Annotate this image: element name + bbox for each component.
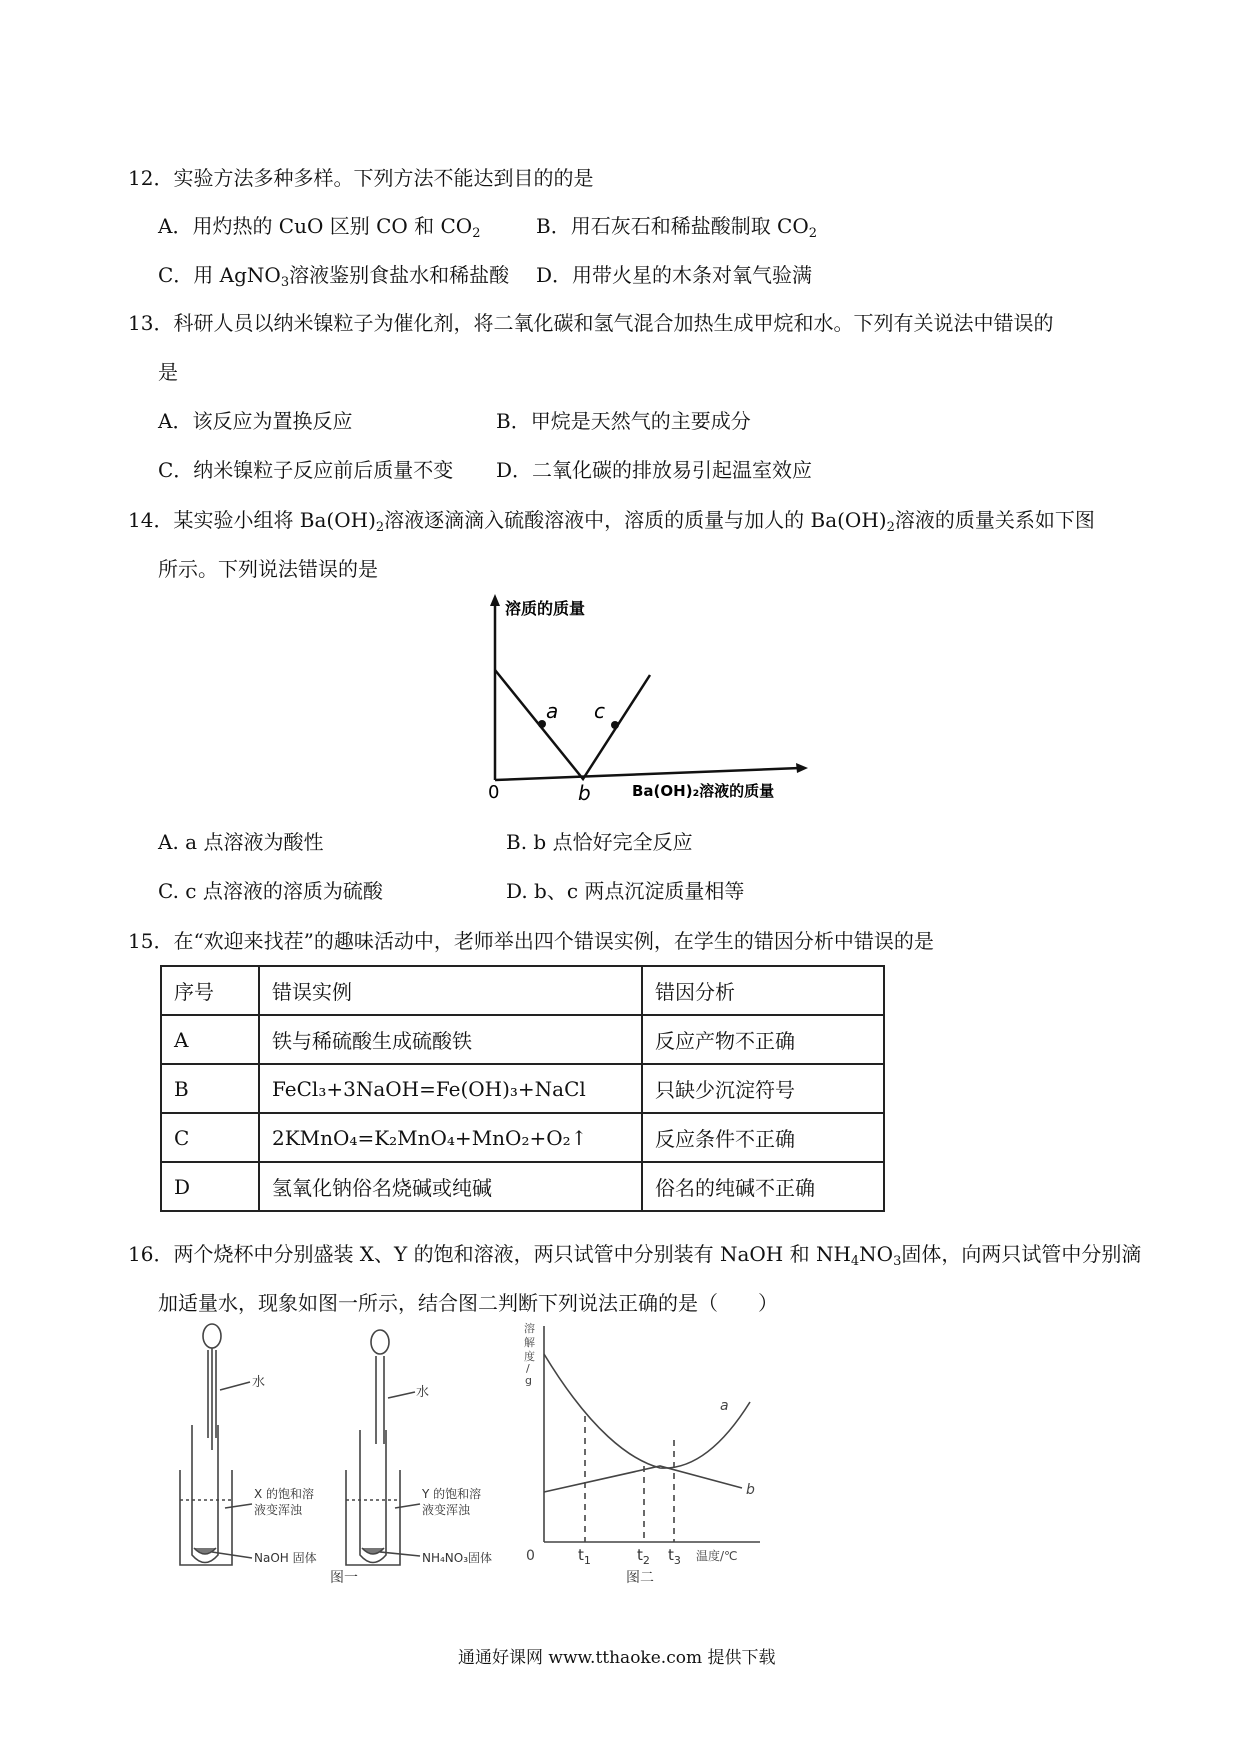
q13-stem-line2: 是: [158, 360, 178, 384]
svg-text:解: 解: [524, 1336, 535, 1349]
solute-mass-line: [495, 670, 650, 779]
x-axis-arrow: [796, 763, 808, 773]
svg-text:度: 度: [524, 1350, 535, 1363]
figure-one: [170, 1320, 520, 1590]
test-tube-2: [360, 1430, 386, 1563]
svg-text:g: g: [525, 1374, 532, 1387]
q14-option-a: A. a 点溶液为酸性: [158, 830, 324, 854]
header-analysis: 错因分析: [642, 966, 884, 1015]
header-example: 错误实例: [259, 966, 642, 1015]
q13-option-c: C．纳米镍粒子反应前后质量不变: [158, 458, 454, 482]
x-solution-label-2: 液变浑浊: [254, 1503, 303, 1517]
curve-b-placeholder: [544, 1440, 750, 1482]
q16-stem-line1: 16．两个烧杯中分别盛装 X、Y 的饱和溶液，两只试管中分别装有 NaOH 和 $NH_4NO_3$固体，向两只试管中分别滴: [128, 1242, 1142, 1269]
point-a-label: a: [546, 699, 559, 723]
row-analysis: 只缺少沉淀符号: [642, 1064, 884, 1113]
figure-one-caption: 图一: [330, 1570, 358, 1586]
y-axis-label: [524, 1321, 535, 1387]
figure-two-solubility-chart: [520, 1320, 780, 1590]
row-id: D: [161, 1162, 259, 1211]
row-id: C: [161, 1113, 259, 1162]
q14-option-c: C. c 点溶液的溶质为硫酸: [158, 879, 383, 903]
row-example: 铁与稀硫酸生成硫酸铁: [259, 1015, 642, 1064]
dropper-bulb-2: [371, 1330, 389, 1354]
svg-text:/: /: [526, 1362, 530, 1375]
row-analysis: 反应产物不正确: [642, 1015, 884, 1064]
q14-option-d: D. b、c 两点沉淀质量相等: [506, 879, 745, 903]
x-axis: [495, 768, 800, 780]
water-label-1: 水: [252, 1375, 266, 1390]
error-analysis-table: [160, 965, 885, 1212]
t2-label: $t_2$: [637, 1546, 650, 1567]
origin-label: 0: [488, 782, 500, 803]
row-analysis: 俗名的纯碱不正确: [642, 1162, 884, 1211]
point-c-dot: [611, 721, 619, 729]
q13-option-d: D．二氧化碳的排放易引起温室效应: [496, 458, 813, 482]
table-row: [161, 1015, 884, 1064]
table-row: [161, 1162, 884, 1211]
footer-text: 通通好课网 www.tthaoke.com 提供下载: [458, 1648, 776, 1668]
y-axis-label: 溶质的质量: [505, 599, 586, 618]
dropper-bulb-1: [203, 1324, 221, 1348]
q13-stem-line1: 13．科研人员以纳米镍粒子为催化剂，将二氧化碳和氢气混合加热生成甲烷和水。下列有关说法中错误的: [128, 311, 1054, 335]
row-example: 2KMnO₄=K₂MnO₄+MnO₂+O₂↑: [259, 1113, 642, 1162]
q14-stem-line1: 14．某实验小组将 $Ba(OH)_2$溶液逐滴滴入硫酸溶液中，溶质的质量与加人的 $Ba(OH)_2$溶液的质量关系如下图: [128, 508, 1095, 535]
figure-two-caption: 图二: [626, 1570, 654, 1586]
point-a-dot: [538, 720, 546, 728]
water-label-2: 水: [416, 1385, 430, 1400]
point-b-label: b: [578, 781, 591, 805]
q12-option-c: C．用 AgNO$_3$溶液鉴别食盐水和稀盐酸: [158, 263, 510, 290]
curve-b: [544, 1466, 742, 1492]
x-axis-label: Ba(OH)₂溶液的质量: [632, 782, 775, 800]
test-tube-1: [192, 1425, 218, 1563]
y-solution-label-2: 液变浑浊: [422, 1503, 471, 1517]
q13-option-b: B．甲烷是天然气的主要成分: [496, 409, 751, 433]
row-example: FeCl₃+3NaOH=Fe(OH)₃+NaCl: [259, 1064, 642, 1113]
table-row: [161, 1113, 884, 1162]
q14-stem-line2: 所示。下列说法错误的是: [158, 557, 378, 581]
point-c-label: c: [594, 699, 605, 723]
row-id: B: [161, 1064, 259, 1113]
y-solution-label-1: Y 的饱和溶: [422, 1487, 482, 1501]
q12-stem: 12．实验方法多种多样。下列方法不能达到目的的是: [128, 166, 594, 190]
x-axis-label: 温度/℃: [696, 1549, 738, 1563]
curve-a-label: a: [720, 1398, 729, 1414]
q16-stem-line2: 加适量水，现象如图一所示，结合图二判断下列说法正确的是（ ）: [158, 1291, 778, 1315]
table-header-row: [161, 966, 884, 1015]
row-example: 氢氧化钠俗名烧碱或纯碱: [259, 1162, 642, 1211]
svg-text:溶: 溶: [524, 1322, 535, 1335]
q13-option-a: A．该反应为置换反应: [158, 409, 353, 433]
origin-label: 0: [526, 1548, 535, 1564]
q12-option-d: D．用带火星的木条对氧气验满: [536, 263, 813, 287]
y-axis-arrow: [490, 594, 500, 606]
row-analysis: 反应条件不正确: [642, 1113, 884, 1162]
q12-option-b: B．用石灰石和稀盐酸制取 $CO_2$: [536, 214, 818, 241]
header-index: 序号: [161, 966, 259, 1015]
q14-graph: [470, 590, 830, 810]
row-id: A: [161, 1015, 259, 1064]
t1-label: $t_1$: [578, 1546, 591, 1567]
naoh-label: NaOH 固体: [254, 1551, 317, 1565]
curve-b-label: b: [746, 1482, 755, 1498]
x-solution-label-1: X 的饱和溶: [254, 1487, 315, 1501]
nh4no3-label: NH₄NO₃固体: [422, 1551, 493, 1565]
table-row: [161, 1064, 884, 1113]
q15-stem: 15．在“欢迎来找茬”的趣味活动中，老师举出四个错误实例，在学生的错因分析中错误的是: [128, 929, 934, 953]
q12-option-a: A．用灼热的 CuO 区别 CO 和 $CO_2$: [158, 214, 481, 241]
t3-label: $t_3$: [668, 1546, 681, 1567]
q14-option-b: B. b 点恰好完全反应: [506, 830, 693, 854]
